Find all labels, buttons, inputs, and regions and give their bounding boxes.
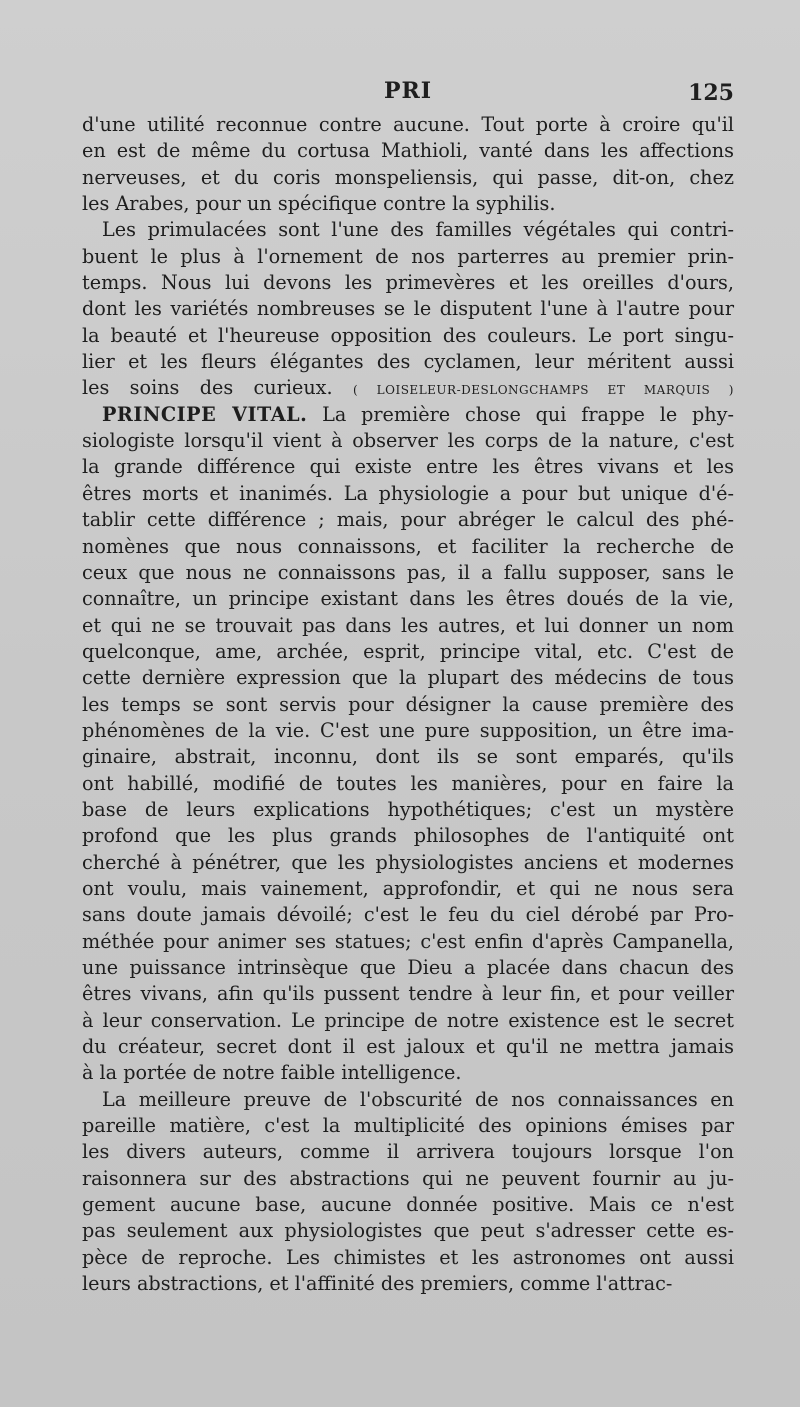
text-line: siologiste lorsqu'il vient à observer les corps de la nature, c'est (82, 429, 734, 453)
text-line: nerveuses, et du coris monspeliensis, qui passe, dit-on, chez (82, 165, 734, 189)
page-header (82, 76, 734, 112)
text-line: buent le plus à l'ornement de nos parterres au premier prin- (82, 244, 734, 268)
text-line: la beauté et l'heureuse opposition des couleurs. Le port singu- (82, 323, 734, 347)
text-line: en est de même du cortusa Mathioli, vanté dans les affections (82, 139, 734, 163)
text-line: Les primulacées sont l'une des familles végétales qui contri- (102, 218, 734, 242)
text-line: gement aucune base, aucune donnée positive. Mais ce n'est (82, 1193, 734, 1217)
text-line: phénomènes de la vie. C'est une pure supposition, un être ima- (82, 718, 734, 742)
text-line: êtres morts et inanimés. La physiologie a pour but unique d'é- (82, 481, 734, 505)
text-line: PRINCIPE VITAL. La première chose qui frappe le phy- (102, 402, 734, 426)
text-line: les temps se sont servis pour désigner la cause première des (82, 692, 734, 716)
text-line: leurs abstractions, et l'affinité des premiers, comme l'attrac- (82, 1272, 673, 1296)
text-line: la grande différence qui existe entre les êtres vivans et les (82, 455, 734, 479)
text-line: les Arabes, pour un spécifique contre la syphilis. (82, 192, 556, 216)
text-line: ginaire, abstrait, inconnu, dont ils se sont emparés, qu'ils (82, 745, 734, 769)
text-line: une puissance intrinsèque que Dieu a placée dans chacun des (82, 956, 734, 979)
text-line: tablir cette différence ; mais, pour abréger le calcul des phé- (82, 508, 734, 532)
text-line: pas seulement aux physiologistes que peut s'adresser cette es- (82, 1219, 734, 1243)
text-line: base de leurs explications hypothétiques; c'est un mystère (82, 797, 734, 821)
text-line: ceux que nous ne connaissons pas, il a fallu supposer, sans le (82, 560, 734, 584)
text-line: cherché à pénétrer, que les physiologistes anciens et modernes (82, 850, 734, 874)
entry-heading: PRINCIPE VITAL. (102, 402, 308, 426)
text-line: ont habillé, modifié de toutes les manières, pour en faire la (82, 771, 734, 795)
text-line: les soins des curieux. ( LOISELEUR-DESLONGCHAMPS ET MARQUIS ) (82, 376, 734, 400)
author-signature: ( LOISELEUR-DESLONGCHAMPS ET MARQUIS ) (352, 383, 734, 398)
text-line: lier et les fleurs élégantes des cyclamen, leur méritent aussi (82, 350, 734, 374)
body-text (82, 112, 734, 1297)
text-line: méthée pour animer ses statues; c'est enfin d'après Campanella, (82, 929, 734, 953)
text-line: les divers auteurs, comme il arrivera toujours lorsque l'on (82, 1140, 734, 1164)
text-line: sans doute jamais dévoilé; c'est le feu du ciel dérobé par Pro- (82, 903, 734, 927)
text-line: pèce de reproche. Les chimistes et les astronomes ont aussi (82, 1245, 734, 1269)
text-line: quelconque, ame, archée, esprit, principe vital, etc. C'est de (82, 639, 734, 663)
page-number: 125 (688, 80, 734, 106)
text-line: pareille matière, c'est la multiplicité des opinions émises par (82, 1114, 734, 1138)
text-line: profond que les plus grands philosophes de l'antiquité ont (82, 824, 734, 848)
text-line: temps. Nous lui devons les primevères et les oreilles d'ours, (82, 271, 734, 295)
text-line: raisonnera sur des abstractions qui ne peuvent fournir au ju- (82, 1166, 734, 1190)
text-line: cette dernière expression que la plupart des médecins de tous (82, 666, 734, 690)
text-line: d'une utilité reconnue contre aucune. Tout porte à croire qu'il (82, 113, 734, 136)
text-line: connaître, un principe existant dans les êtres doués de la vie, (82, 587, 734, 611)
text-line: nomènes que nous connaissons, et faciliter la recherche de (82, 534, 734, 558)
text-line: êtres vivans, afin qu'ils pussent tendre à leur fin, et pour veiller (82, 982, 734, 1006)
text-line: ont voulu, mais vainement, approfondir, et qui ne nous sera (82, 876, 734, 900)
text-line: dont les variétés nombreuses se le disputent l'une à l'autre pour (82, 297, 734, 321)
running-head: PRI (383, 78, 433, 104)
text-line: La meilleure preuve de l'obscurité de nos connaissances en (102, 1087, 734, 1111)
text-line: et qui ne se trouvait pas dans les autres, et lui donner un nom (82, 613, 734, 637)
text-line: à leur conservation. Le principe de notre existence est le secret (82, 1008, 734, 1032)
text-line: du créateur, secret dont il est jaloux et qu'il ne mettra jamais (82, 1035, 734, 1059)
text-line: à la portée de notre faible intelligence. (82, 1061, 462, 1085)
